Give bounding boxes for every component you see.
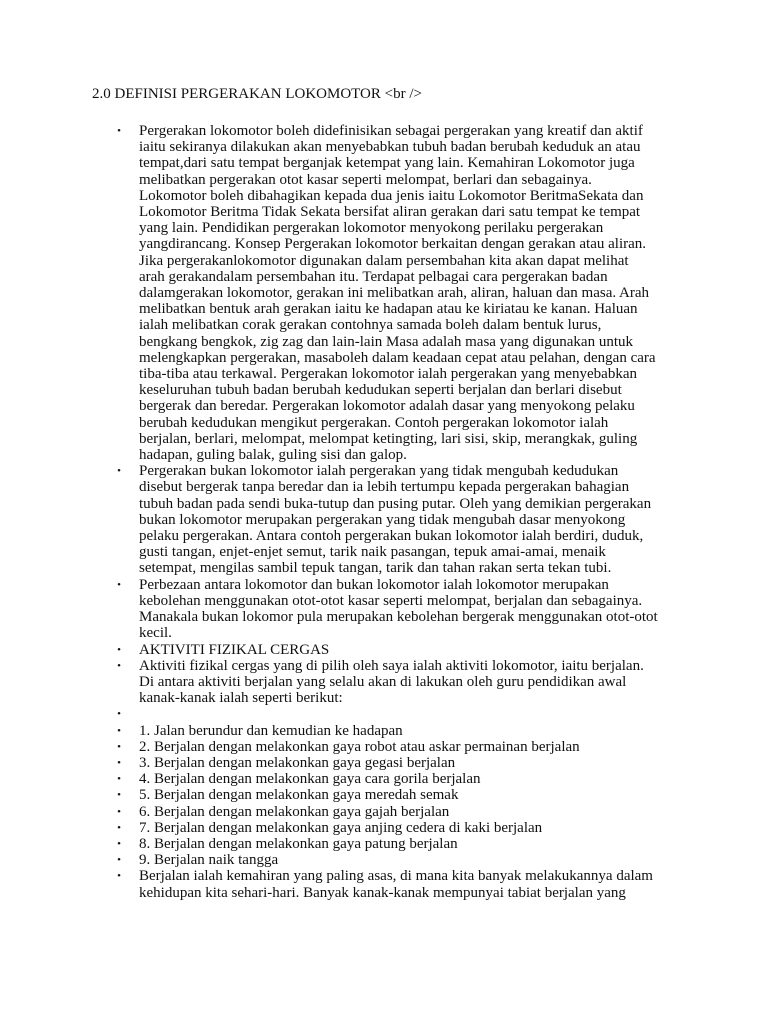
paragraph-line: tiba-tiba atau terkawal. Pergerakan lokomotor ialah pergerakan yang menyebabkan [139,366,637,383]
bullet-icon: • [117,821,121,834]
paragraph-line: melengkapkan pergerakan, masaboleh dalam keadaan cepat atau pelahan, dengan cara [139,349,656,366]
bullet-icon: • [117,708,121,721]
paragraph-line: tempat,dari satu tempat berganjak ketempat yang lain. Kemahiran Lokomotor juga [139,155,635,172]
paragraph-line: yang lain. Pendidikan pergerakan lokomotor menyokong perilaku pergerakan [139,220,604,237]
bullet-icon: • [117,465,121,478]
bullet-list [0,123,768,901]
paragraph-line [139,706,677,722]
list-item [0,577,677,642]
paragraph-line: Lokomotor boleh dibahagikan kepada dua jenis iaitu Lokomotor BeritmaSekata dan [139,187,644,204]
paragraph-line: Lokomotor Beritma Tidak Sekata bersifat aliran gerakan dari satu tempat ke tempat [139,204,641,221]
bullet-icon: • [117,578,121,591]
paragraph-line: gusti tangan, enjet-enjet semut, tarik naik pasangan, tepuk amai-amai, menaik [139,544,606,561]
list-item [0,836,677,852]
paragraph-line: Perbezaan antara lokomotor dan bukan lokomotor ialah lokomotor merupakan [139,576,609,593]
paragraph-line: berjalan, berlari, melompat, melompat ketingting, lari sisi, skip, merangkak, guling [139,430,638,447]
bullet-icon: • [117,125,121,137]
list-item [0,658,677,707]
paragraph-line: Aktiviti fizikal cergas yang di pilih oleh saya ialah aktiviti lokomotor, iaitu berjalan. [139,657,644,674]
paragraph-line: kebolehan menggunakan otot-otot kasar seperti melompat, berjalan dan sebagainya. [139,592,643,609]
bullet-icon: • [117,805,121,818]
paragraph-line: melibatkan bentuk arah gerakan iaitu ke hadapan atau ke kiriatau ke kanan. Haluan [139,301,638,318]
bullet-icon: • [117,854,121,867]
list-item [0,804,677,820]
bullet-icon: • [117,724,121,737]
paragraph-line: disebut bergerak tanpa beredar dan ia lebih tertumpu kepada pergerakan bahagian [139,479,630,496]
paragraph-line: Berjalan ialah kemahiran yang paling asas, di mana kita banyak melakukannya dalam [139,868,653,885]
paragraph-line: 7. Berjalan dengan melakonkan gaya anjing cedera di kaki berjalan [139,819,543,836]
list-item [0,787,677,803]
paragraph-line: Di antara aktiviti berjalan yang selalu akan di lakukan oleh guru pendidikan awal [139,673,627,690]
paragraph-line: kehidupan kita sehari-hari. Banyak kanak-kanak mempunyai tabiat berjalan yang [139,884,626,901]
paragraph-line: AKTIVITI FIZIKAL CERGAS [139,641,330,658]
paragraph-line: dalamgerakan lokomotor, gerakan ini melibatkan arah, aliran, haluan dan masa. Arah [139,285,650,302]
list-item [0,463,677,576]
bullet-icon: • [117,773,121,786]
paragraph-line: 4. Berjalan dengan melakonkan gaya cara gorila berjalan [139,771,481,788]
paragraph-line: melibatkan pergerakan otot kasar seperti melompat, berlari dan sebagainya. [139,171,592,188]
paragraph-line: 5. Berjalan dengan melakonkan gaya meredah semak [139,787,459,804]
paragraph-line: 1. Jalan berundur dan kemudian ke hadapan [139,722,403,739]
list-item [0,706,677,722]
list-item [0,852,677,868]
bullet-icon: • [117,837,121,850]
bullet-icon: • [117,740,121,753]
paragraph-line: pelaku pergerakan. Antara contoh pergerakan bukan lokomotor ialah berdiri, duduk, [139,528,644,545]
list-item [0,820,677,836]
paragraph-line: tubuh badan pada sendi buka-tutup dan pusing putar. Oleh yang demikian pergerakan [139,495,652,512]
bullet-icon: • [117,659,121,672]
list-item [0,739,677,755]
paragraph-line: 9. Berjalan naik tangga [139,852,279,869]
paragraph-line: Pergerakan bukan lokomotor ialah pergerakan yang tidak mengubah kedudukan [139,463,619,480]
list-item [0,868,677,900]
paragraph-line: ialah melibatkan corak gerakan contohnya samada boleh dalam bentuk lurus, [139,317,602,334]
paragraph-line: bukan lokomotor merupakan pergerakan yang tidak mengubah dasar menyokong [139,511,626,528]
bullet-icon: • [117,870,121,883]
paragraph-line: bergerak dan beredar. Pergerakan lokomotor adalah dasar yang menyokong pelaku [139,398,635,415]
section-heading: 2.0 DEFINISI PERGERAKAN LOKOMOTOR <br /> [92,86,422,102]
paragraph-line: yangdirancang. Konsep Pergerakan lokomotor berkaitan dengan gerakan atau aliran. [139,236,647,253]
paragraph-line: iaitu sekiranya dilakukan akan menyebabkan tubuh badan berubah keduduk an atau [139,139,641,156]
paragraph-line: bengkang bengkok, zig zag dan lain-lain Masa adalah masa yang digunakan untuk [139,333,634,350]
paragraph-line: keseluruhan tubuh badan berubah kedudukan seperti berjalan dan berlari disebut [139,382,622,399]
bullet-icon: • [117,643,121,656]
bullet-icon: • [117,756,121,769]
list-item [0,723,677,739]
list-item [0,755,677,771]
paragraph-line: 8. Berjalan dengan melakonkan gaya patung berjalan [139,835,458,852]
paragraph-line: Pergerakan lokomotor boleh didefinisikan sebagai pergerakan yang kreatif dan aktif [139,123,643,139]
paragraph-line: 6. Berjalan dengan melakonkan gaya gajah berjalan [139,803,450,820]
paragraph-line: kecil. [139,625,172,642]
paragraph-line: 2. Berjalan dengan melakonkan gaya robot atau askar permainan berjalan [139,738,580,755]
list-item [0,771,677,787]
paragraph-line: 3. Berjalan dengan melakonkan gaya gegasi berjalan [139,754,456,771]
list-item [0,123,677,463]
bullet-icon: • [117,789,121,802]
list-item [0,642,677,658]
paragraph-line: kanak-kanak ialah seperti berikut: [139,690,343,707]
paragraph-line: arah gerakandalam persembahan itu. Terdapat pelbagai cara pergerakan badan [139,268,608,285]
paragraph-line: setempat, mengilas sambil tepuk tangan, tarik dan tahan rakan serta tekan tubi. [139,560,612,577]
paragraph-line: hadapan, guling balak, guling sisi dan galop. [139,447,407,464]
paragraph-line: Jika pergerakanlokomotor digunakan dalam persembahan kita akan dapat melihat [139,252,629,269]
paragraph-line: Manakala bukan lokomor pula merupakan kebolehan bergerak menggunakan otot-otot [139,609,658,626]
paragraph-line: berubah kedudukan mengikut pergerakan. Contoh pergerakan lokomotor ialah [139,414,609,431]
